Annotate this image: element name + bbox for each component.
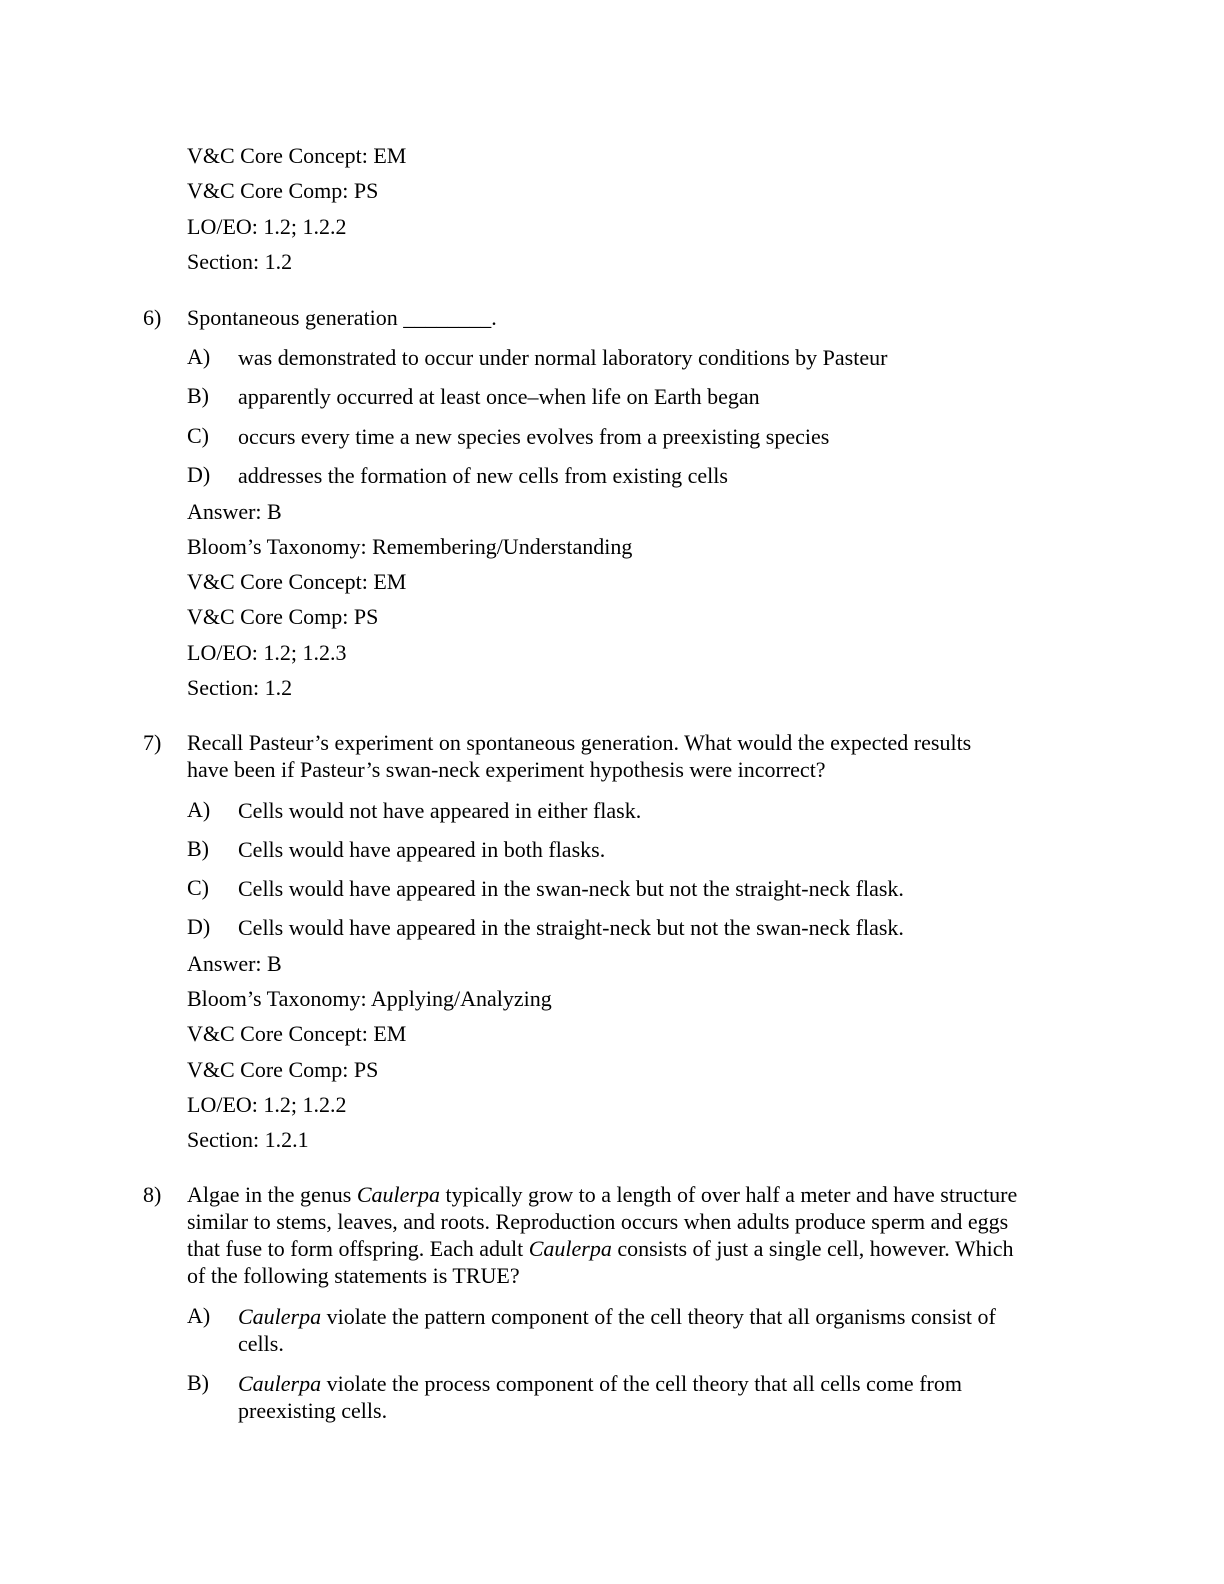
section-line: Section: 1.2	[187, 249, 293, 274]
question-text: similar to stems, leaves, and roots. Reproduction occurs when adults produce sperm and eggs	[187, 1209, 1009, 1234]
core-concept-line: V&C Core Concept: EM	[187, 569, 407, 594]
option-text: preexisting cells.	[238, 1398, 388, 1423]
option-text: addresses the formation of new cells from existing cells	[238, 463, 728, 488]
loeo-line: LO/EO: 1.2; 1.2.3	[187, 640, 347, 665]
question-text	[187, 1236, 1014, 1262]
bloom-line: Bloom’s Taxonomy: Remembering/Understanding	[187, 534, 633, 559]
text-span: violate the pattern component of the cell theory that all organisms consist of	[321, 1304, 996, 1329]
genus-name: Caulerpa	[238, 1304, 322, 1329]
option-text: cells.	[238, 1331, 284, 1356]
core-comp-line: V&C Core Comp: PS	[187, 604, 379, 629]
bloom-line: Bloom’s Taxonomy: Applying/Analyzing	[187, 986, 552, 1011]
genus-name: Caulerpa	[238, 1371, 322, 1396]
text-span: typically grow to a length of over half a meter and have structure	[439, 1182, 1018, 1207]
core-concept-line: V&C Core Concept: EM	[187, 143, 407, 168]
answer-line: Answer: B	[187, 499, 282, 524]
option-text	[238, 1303, 1068, 1330]
option-letter: B)	[187, 1370, 209, 1395]
option-letter: B)	[187, 383, 209, 408]
question-number: 7)	[143, 730, 162, 755]
option-letter: A)	[187, 344, 211, 369]
genus-name: Caulerpa	[528, 1236, 612, 1261]
text-span: that fuse to form offspring. Each adult	[187, 1236, 529, 1261]
option-text: was demonstrated to occur under normal laboratory conditions by Pasteur	[238, 345, 888, 370]
option-letter: A)	[187, 797, 211, 822]
answer-line: Answer: B	[187, 951, 282, 976]
loeo-line: LO/EO: 1.2; 1.2.2	[187, 214, 347, 239]
question-text	[187, 1182, 1017, 1208]
question-text: Recall Pasteur’s experiment on spontaneous generation. What would the expected results	[187, 730, 972, 755]
loeo-line: LO/EO: 1.2; 1.2.2	[187, 1092, 347, 1117]
option-letter: C)	[187, 423, 209, 448]
core-comp-line: V&C Core Comp: PS	[187, 178, 379, 203]
question-text: Spontaneous generation ________.	[187, 305, 497, 330]
genus-name: Caulerpa	[356, 1182, 440, 1207]
option-letter: D)	[187, 462, 211, 487]
section-line: Section: 1.2.1	[187, 1127, 309, 1152]
option-letter: C)	[187, 875, 209, 900]
section-line: Section: 1.2	[187, 675, 293, 700]
question-number: 8)	[143, 1182, 162, 1207]
text-span: Algae in the genus	[187, 1182, 357, 1207]
option-text: Cells would have appeared in the swan-neck but not the straight-neck flask.	[238, 876, 904, 901]
option-letter: D)	[187, 914, 211, 939]
question-text: of the following statements is TRUE?	[187, 1263, 520, 1288]
text-span: violate the process component of the cell theory that all cells come from	[321, 1371, 962, 1396]
core-comp-line: V&C Core Comp: PS	[187, 1057, 379, 1082]
option-text: occurs every time a new species evolves from a preexisting species	[238, 424, 830, 449]
question-text: have been if Pasteur’s swan-neck experiment hypothesis were incorrect?	[187, 757, 826, 782]
core-concept-line: V&C Core Concept: EM	[187, 1021, 407, 1046]
option-letter: B)	[187, 836, 209, 861]
option-text	[238, 1370, 1068, 1397]
option-text: Cells would have appeared in the straight-neck but not the swan-neck flask.	[238, 915, 904, 940]
question-number: 6)	[143, 305, 162, 330]
option-letter: A)	[187, 1303, 211, 1328]
option-text: Cells would not have appeared in either flask.	[238, 798, 642, 823]
option-text: Cells would have appeared in both flasks.	[238, 837, 606, 862]
option-text: apparently occurred at least once–when life on Earth began	[238, 384, 760, 409]
text-span: consists of just a single cell, however. Which	[611, 1236, 1014, 1261]
